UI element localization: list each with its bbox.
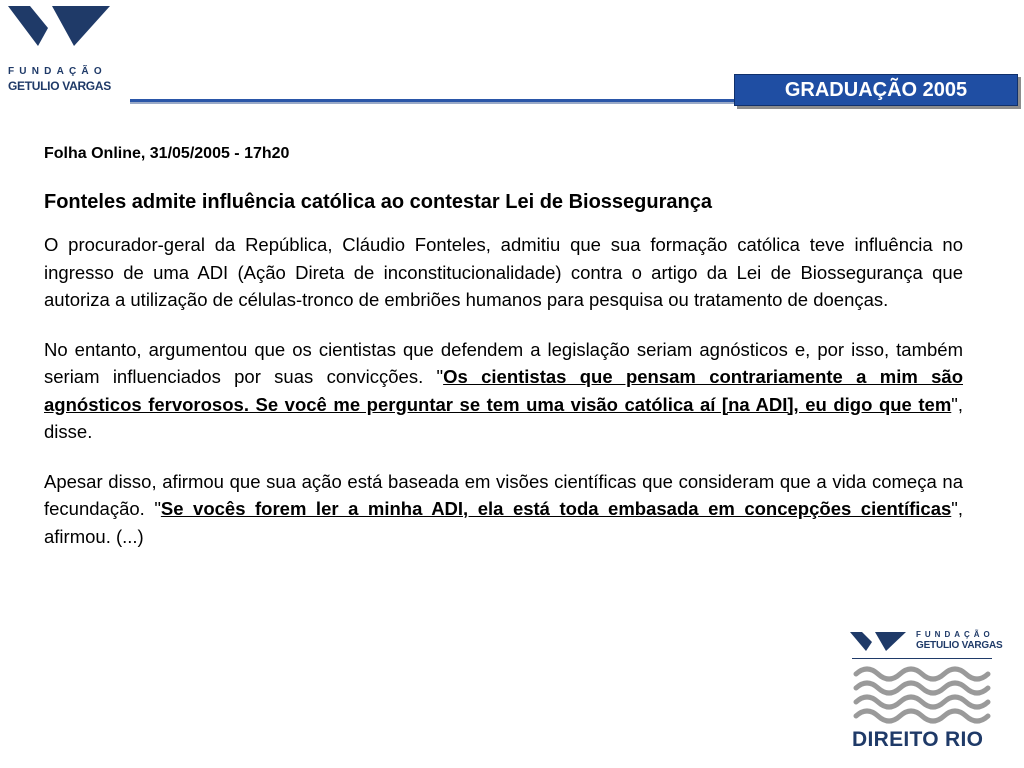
footer-getulio-vargas-text: GETULIO VARGAS: [916, 640, 1003, 651]
fgv-chevron-small-icon: [848, 630, 910, 652]
footer-fundacao-text: FUNDAÇÃO: [916, 630, 994, 639]
direito-rio-label: DIREITO RIO: [852, 728, 984, 751]
article-paragraph-2: [44, 336, 963, 446]
paragraph-3-quote: Se vocês forem ler a minha ADI, ela está toda embasada em concepções científicas: [160, 498, 952, 519]
article-headline: Fonteles admite influência católica ao contestar Lei de Biossegurança: [44, 191, 712, 213]
logo-getulio-vargas-text: GETULIO VARGAS: [8, 79, 111, 93]
paragraph-3-lead: Apesar disso, afirmou que sua ação está baseada em visões científicas que consideram que a vida começa na fecundação. ": [44, 470, 963, 519]
article-source: Folha Online, 31/05/2005 - 17h20: [44, 145, 290, 162]
paragraph-2-lead: No entanto, argumentou que os cientistas que defendem a legislação seriam agnósticos e, por isso, também seriam influenciados por suas convicções. ": [44, 338, 963, 387]
paragraph-2-quote: Os cientistas que pensam contrariamente a mim são agnósticos fervorosos. Se você me perguntar se tem uma visão católica aí [na ADI], eu digo que tem: [44, 366, 963, 415]
direito-rio-logo: [848, 630, 1003, 754]
paragraph-3-tail: ", afirmou. (...): [44, 498, 963, 547]
article-paragraph-1: O procurador-geral da República, Cláudio Fonteles, admitiu que sua formação católica teve influência no ingresso de uma ADI (Ação Direta de inconstitucionalidade) contra o artigo da Lei de Biossegurança que autoriza a utilização de células-tronco de embriões humanos para pesquisa ou tratamento de doenças.: [44, 234, 963, 310]
fgv-chevron-logo-icon: [8, 6, 112, 48]
waves-icon: [852, 664, 992, 724]
article-paragraph-3: [44, 468, 963, 551]
paragraph-2-tail: ", disse.: [44, 393, 963, 442]
article: [44, 142, 963, 550]
logo-fundacao-text: FUNDAÇÃO: [8, 66, 107, 77]
graduacao-badge: GRADUAÇÃO 2005: [734, 74, 1018, 106]
footer-logo-divider: [852, 658, 992, 659]
